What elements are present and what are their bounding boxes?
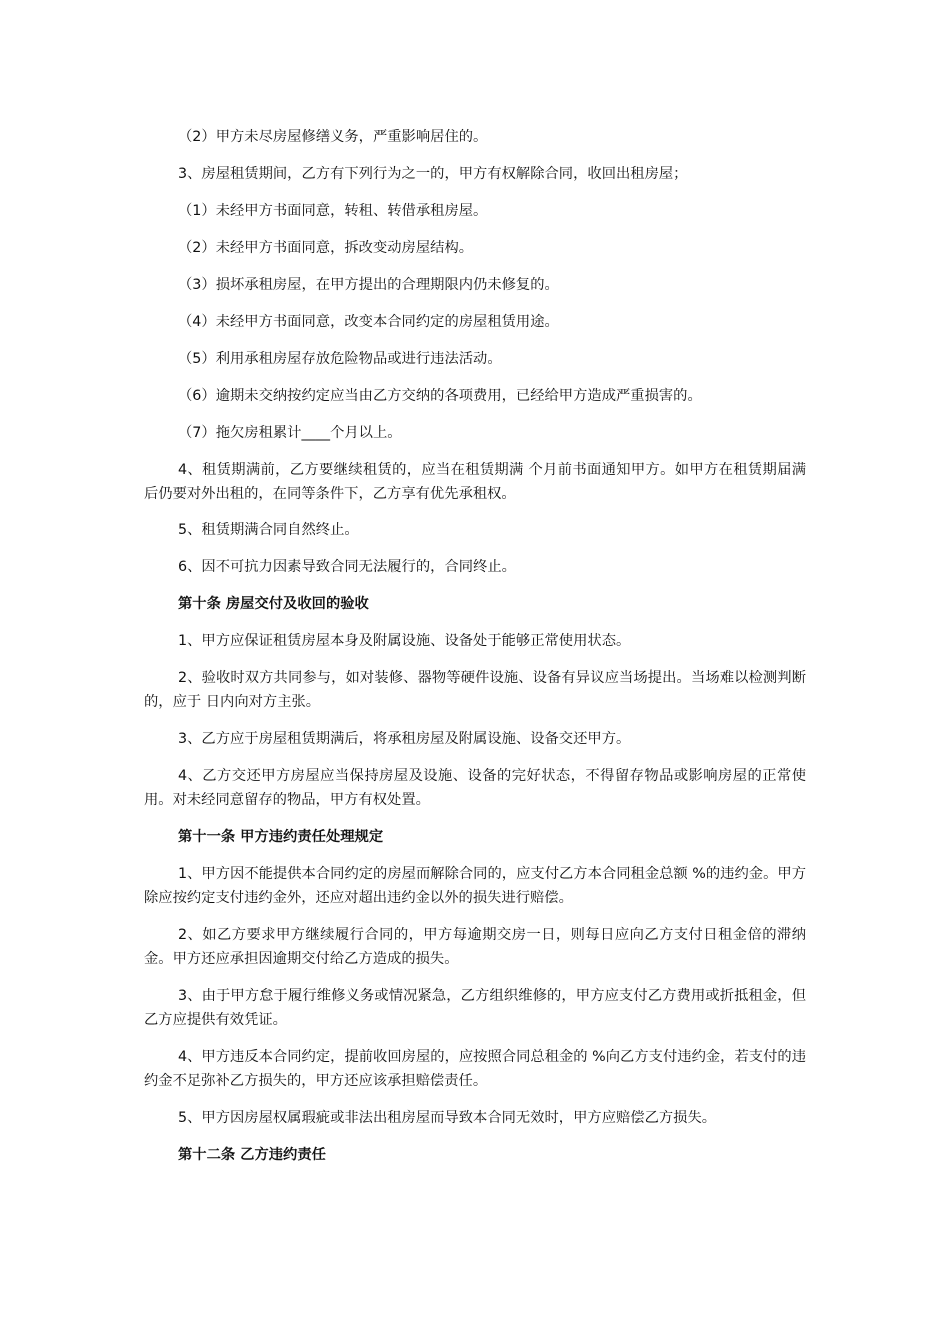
- paragraph-clause-6-force-majeure: 6、因不可抗力因素导致合同无法履行的，合同终止。: [178, 559, 516, 575]
- paragraph-art11-clause-5: 5、甲方因房屋权属瑕疵或非法出租房屋而导致本合同无效时，甲方应赔偿乙方损失。: [178, 1110, 717, 1126]
- paragraph-item-7-rent-arrears: （7）拖欠房租累计____个月以上。: [178, 425, 402, 441]
- section-heading-article-10: 第十条 房屋交付及收回的验收: [178, 596, 369, 612]
- paragraph-art10-clause-1: 1、甲方应保证租赁房屋本身及附属设施、设备处于能够正常使用状态。: [178, 633, 631, 649]
- paragraph-art10-clause-2: 2、验收时双方共同参与，如对装修、器物等硬件设施、设备有异议应当场提出。当场难以检测判断的，应于 日内向对方主张。: [144, 670, 806, 710]
- paragraph-art10-clause-4: 4、乙方交还甲方房屋应当保持房屋及设施、设备的完好状态，不得留存物品或影响房屋的正常使用。对未经同意留存的物品，甲方有权处置。: [144, 768, 806, 808]
- paragraph-item-2-structure: （2）未经甲方书面同意，拆改变动房屋结构。: [178, 240, 474, 256]
- paragraph-item-6-unpaid-fees: （6）逾期未交纳按约定应当由乙方交纳的各项费用，已经给甲方造成严重损害的。: [178, 388, 702, 404]
- paragraph-art11-clause-1: 1、甲方因不能提供本合同约定的房屋而解除合同的，应支付乙方本合同租金总额 %的违约金。甲方除应按约定支付违约金外，还应对超出违约金以外的损失进行赔偿。: [144, 866, 806, 906]
- paragraph-clause-5-expiry: 5、租赁期满合同自然终止。: [178, 522, 359, 538]
- paragraph-art11-clause-2: 2、如乙方要求甲方继续履行合同的，甲方每逾期交房一日，则每日应向乙方支付日租金倍的滞纳金。甲方还应承担因逾期交付给乙方造成的损失。: [144, 927, 806, 967]
- paragraph-art10-clause-3: 3、乙方应于房屋租赁期满后，将承租房屋及附属设施、设备交还甲方。: [178, 731, 631, 747]
- section-heading-article-11: 第十一条 甲方违约责任处理规定: [178, 829, 384, 845]
- paragraph-clause-3-tenant-breach: 3、房屋租赁期间，乙方有下列行为之一的，甲方有权解除合同，收回出租房屋；: [178, 166, 688, 182]
- paragraph-item-1-sublet: （1）未经甲方书面同意，转租、转借承租房屋。: [178, 203, 488, 219]
- paragraph-item-3-damage: （3）损坏承租房屋，在甲方提出的合理期限内仍未修复的。: [178, 277, 559, 293]
- paragraph-clause-4-renewal: 4、租赁期满前，乙方要继续租赁的，应当在租赁期满 个月前书面通知甲方。如甲方在租赁期届满后仍要对外出租的，在同等条件下，乙方享有优先承租权。: [144, 462, 806, 502]
- paragraph-item-5-dangerous-goods: （5）利用承租房屋存放危险物品或进行违法活动。: [178, 351, 502, 367]
- section-heading-article-12: 第十二条 乙方违约责任: [178, 1147, 326, 1163]
- paragraph-item-2-landlord-repair: （2）甲方未尽房屋修缮义务，严重影响居住的。: [178, 129, 488, 145]
- paragraph-art11-clause-3: 3、由于甲方怠于履行维修义务或情况紧急，乙方组织维修的，甲方应支付乙方费用或折抵租金，但乙方应提供有效凭证。: [144, 988, 806, 1028]
- paragraph-item-4-usage: （4）未经甲方书面同意，改变本合同约定的房屋租赁用途。: [178, 314, 559, 330]
- paragraph-art11-clause-4: 4、甲方违反本合同约定，提前收回房屋的，应按照合同总租金的 %向乙方支付违约金，若支付的违约金不足弥补乙方损失的，甲方还应该承担赔偿责任。: [144, 1049, 806, 1089]
